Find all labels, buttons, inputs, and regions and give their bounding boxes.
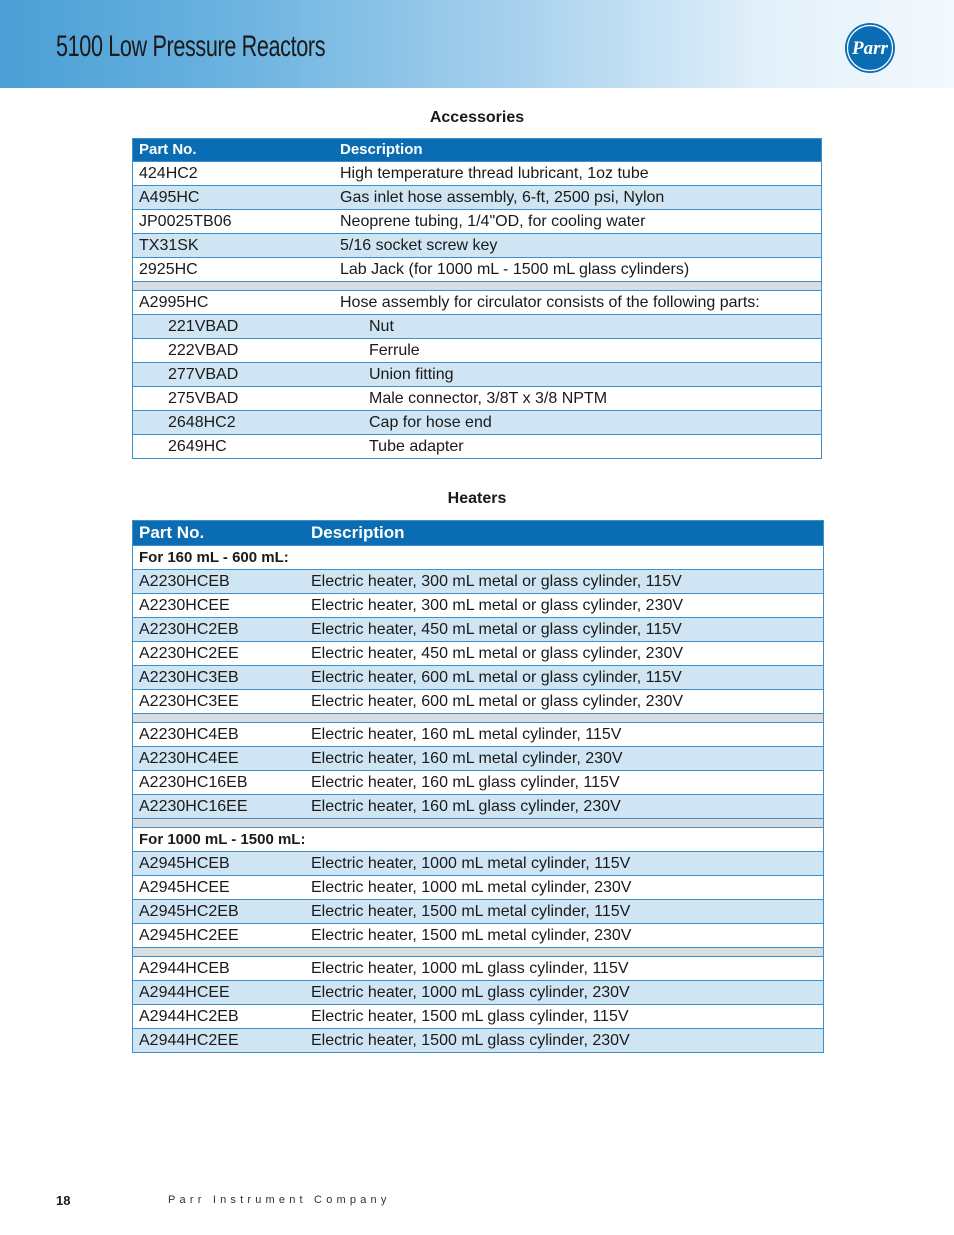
description-cell: Electric heater, 300 mL metal or glass cylinder, 115V (305, 570, 824, 594)
column-header-description: Description (334, 139, 822, 162)
table-row (133, 315, 822, 339)
table-header-row (133, 521, 824, 546)
part-number-cell: A2945HCEB (133, 852, 306, 876)
description-cell: Union fitting (334, 363, 822, 387)
part-number-cell: A495HC (133, 186, 335, 210)
table-row (133, 924, 824, 948)
logo-text: Parr (852, 38, 888, 59)
description-cell: Electric heater, 300 mL metal or glass cylinder, 230V (305, 594, 824, 618)
table-row (133, 957, 824, 981)
description-cell: Lab Jack (for 1000 mL - 1500 mL glass cylinders) (334, 258, 822, 282)
description-cell: Electric heater, 1500 mL metal cylinder, 115V (305, 900, 824, 924)
part-number-cell: TX31SK (133, 234, 335, 258)
part-number-cell: 2925HC (133, 258, 335, 282)
description-cell: Electric heater, 1500 mL metal cylinder, 230V (305, 924, 824, 948)
group-heading: For 1000 mL - 1500 mL: (133, 828, 824, 852)
part-number-cell: A2944HCEE (133, 981, 306, 1005)
description-cell: Electric heater, 1000 mL metal cylinder, 230V (305, 876, 824, 900)
part-number-cell: A2230HC16EE (133, 795, 306, 819)
part-number-cell: A2230HC2EB (133, 618, 306, 642)
table-row (133, 618, 824, 642)
description-cell: Gas inlet hose assembly, 6-ft, 2500 psi, Nylon (334, 186, 822, 210)
table-row (133, 435, 822, 459)
table-row (133, 291, 822, 315)
part-number-cell: A2230HCEE (133, 594, 306, 618)
part-number-cell: A2944HC2EB (133, 1005, 306, 1029)
accessories-table (132, 138, 822, 459)
description-cell: Electric heater, 1000 mL glass cylinder, 230V (305, 981, 824, 1005)
part-number-cell: A2230HC3EE (133, 690, 306, 714)
description-cell: Ferrule (334, 339, 822, 363)
description-cell: Tube adapter (334, 435, 822, 459)
table-row (133, 570, 824, 594)
table-row (133, 363, 822, 387)
part-number-cell: 275VBAD (133, 387, 335, 411)
table-row (133, 642, 824, 666)
description-cell: Electric heater, 160 mL glass cylinder, 230V (305, 795, 824, 819)
table-row (133, 1029, 824, 1053)
table-row (133, 594, 824, 618)
part-number-cell: A2944HC2EE (133, 1029, 306, 1053)
table-row (133, 339, 822, 363)
part-number-cell: 2648HC2 (133, 411, 335, 435)
part-number-cell: 424HC2 (133, 162, 335, 186)
table-row (133, 234, 822, 258)
table-row (133, 852, 824, 876)
table-row (133, 210, 822, 234)
table-row (133, 723, 824, 747)
heaters-table (132, 520, 824, 1053)
table-row (133, 162, 822, 186)
table-row (133, 900, 824, 924)
part-number-cell: 222VBAD (133, 339, 335, 363)
description-cell: Electric heater, 160 mL metal cylinder, 230V (305, 747, 824, 771)
table-row (133, 258, 822, 282)
part-number-cell: A2230HC4EB (133, 723, 306, 747)
table-row (133, 186, 822, 210)
page-number: 18 (56, 1193, 71, 1208)
group-heading: For 160 mL - 600 mL: (133, 546, 824, 570)
table-row (133, 690, 824, 714)
group-separator (133, 948, 824, 957)
description-cell: Neoprene tubing, 1/4"OD, for cooling water (334, 210, 822, 234)
part-number-cell: 2649HC (133, 435, 335, 459)
description-cell: Hose assembly for circulator consists of the following parts: (334, 291, 822, 315)
part-number-cell: A2230HC16EB (133, 771, 306, 795)
group-separator (133, 282, 822, 291)
table-row (133, 666, 824, 690)
description-cell: Electric heater, 1500 mL glass cylinder, 230V (305, 1029, 824, 1053)
description-cell: Male connector, 3/8T x 3/8 NPTM (334, 387, 822, 411)
heaters-title: Heaters (447, 490, 507, 507)
parr-logo (843, 21, 897, 75)
part-number-cell: A2995HC (133, 291, 335, 315)
part-number-cell: A2230HC3EB (133, 666, 306, 690)
part-number-cell: A2230HCEB (133, 570, 306, 594)
accessories-title: Accessories (429, 109, 525, 126)
table-row (133, 876, 824, 900)
company-name: Parr Instrument Company (168, 1194, 391, 1206)
table-row (133, 795, 824, 819)
description-cell: Electric heater, 600 mL metal or glass cylinder, 230V (305, 690, 824, 714)
part-number-cell: 277VBAD (133, 363, 335, 387)
description-cell: 5/16 socket screw key (334, 234, 822, 258)
table-row (133, 747, 824, 771)
description-cell: Electric heater, 1000 mL glass cylinder, 115V (305, 957, 824, 981)
part-number-cell: A2945HC2EE (133, 924, 306, 948)
part-number-cell: A2945HC2EB (133, 900, 306, 924)
part-number-cell: A2230HC2EE (133, 642, 306, 666)
group-separator (133, 714, 824, 723)
table-row (133, 387, 822, 411)
part-number-cell: A2945HCEE (133, 876, 306, 900)
part-number-cell: 221VBAD (133, 315, 335, 339)
part-number-cell: JP0025TB06 (133, 210, 335, 234)
part-number-cell: A2230HC4EE (133, 747, 306, 771)
page-title: 5100 Low Pressure Reactors (56, 30, 326, 63)
table-row (133, 411, 822, 435)
description-cell: High temperature thread lubricant, 1oz tube (334, 162, 822, 186)
column-header-part-no: Part No. (133, 139, 335, 162)
column-header-part-no: Part No. (133, 521, 306, 546)
table-row (133, 1005, 824, 1029)
group-heading-row (133, 828, 824, 852)
description-cell: Electric heater, 160 mL metal cylinder, 115V (305, 723, 824, 747)
description-cell: Electric heater, 450 mL metal or glass cylinder, 230V (305, 642, 824, 666)
description-cell: Electric heater, 1000 mL metal cylinder, 115V (305, 852, 824, 876)
table-row (133, 771, 824, 795)
part-number-cell: A2944HCEB (133, 957, 306, 981)
description-cell: Nut (334, 315, 822, 339)
description-cell: Cap for hose end (334, 411, 822, 435)
column-header-description: Description (305, 521, 824, 546)
table-row (133, 981, 824, 1005)
table-header-row (133, 139, 822, 162)
page-header (0, 0, 954, 88)
group-separator (133, 819, 824, 828)
description-cell: Electric heater, 600 mL metal or glass cylinder, 115V (305, 666, 824, 690)
description-cell: Electric heater, 450 mL metal or glass cylinder, 115V (305, 618, 824, 642)
description-cell: Electric heater, 160 mL glass cylinder, 115V (305, 771, 824, 795)
group-heading-row (133, 546, 824, 570)
description-cell: Electric heater, 1500 mL glass cylinder, 115V (305, 1005, 824, 1029)
